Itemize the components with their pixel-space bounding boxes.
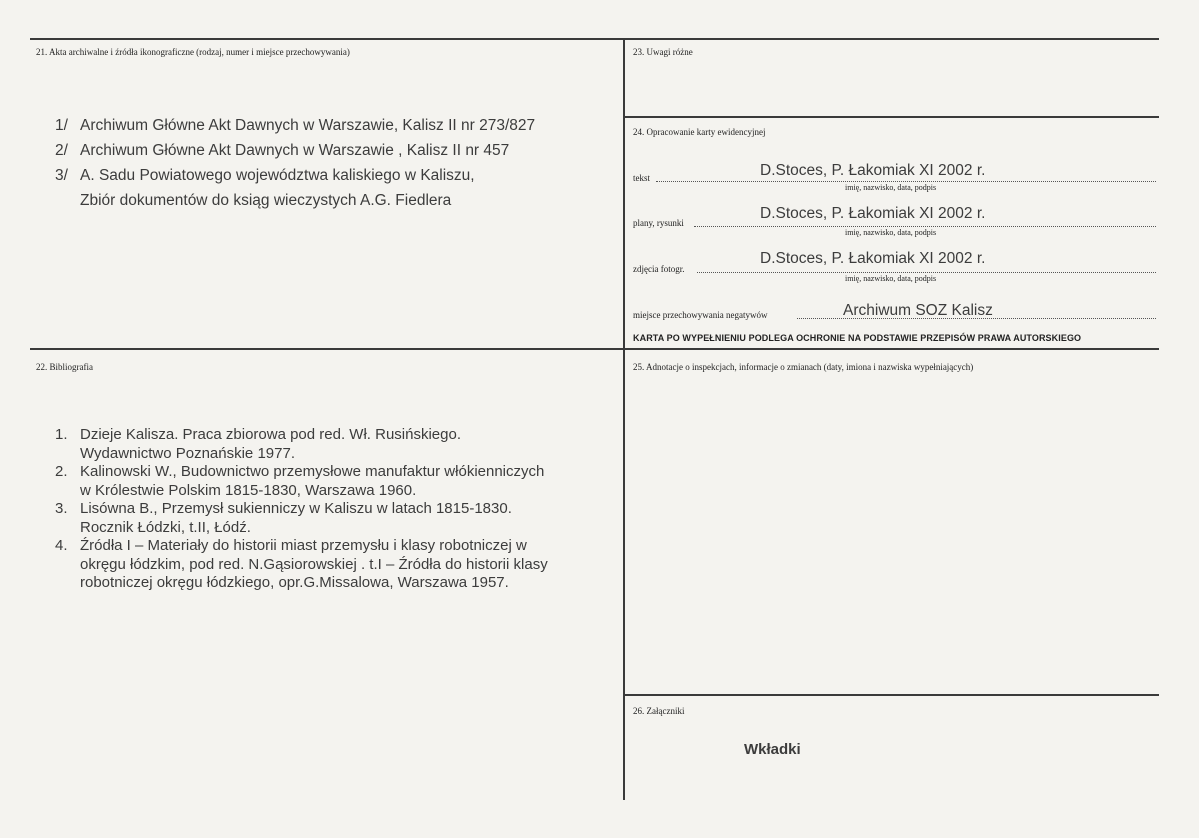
bibliography-item-number: 3. — [55, 500, 68, 517]
tekst-dotted-line — [656, 181, 1156, 182]
bibliography-line: w Królestwie Polskim 1815-1830, Warszawa 1960. — [80, 481, 417, 499]
section-26-label: 26. Załączniki — [633, 706, 685, 716]
plany-dotted-line — [694, 226, 1156, 227]
bibliography-line: Wydawnictwo Poznańskie 1977. — [80, 444, 295, 462]
bibliography-line: Dzieje Kalisza. Praca zbiorowa pod red. Wł. Rusińskiego. — [80, 426, 461, 443]
middle-border — [30, 348, 1159, 350]
bibliography-line: Kalinowski W., Budownictwo przemysłowe manufaktur włókienniczych — [80, 463, 545, 480]
bibliography-item — [55, 537, 548, 593]
divider-23-24 — [624, 116, 1159, 118]
bibliography-line: Lisówna B., Przemysł sukienniczy w Kaliszu w latach 1815-1830. — [80, 500, 512, 517]
zdjecia-label: zdjęcia fotogr. — [633, 264, 685, 274]
divider-25-26 — [624, 694, 1159, 696]
archive-item-number: 3/ — [55, 167, 68, 184]
archive-item-text: Archiwum Główne Akt Dawnych w Warszawie, Kalisz II nr 273/827 — [80, 117, 536, 134]
bibliography-list — [55, 426, 548, 593]
zdjecia-caption: imię, nazwisko, data, podpis — [845, 274, 937, 283]
archive-item-number: 2/ — [55, 142, 68, 159]
archive-item-text: Zbiór dokumentów do ksiąg wieczystych A.G. Fiedlera — [80, 192, 452, 209]
section-24-label: 24. Opracowanie karty ewidencyjnej — [633, 127, 766, 137]
bibliography-line: robotniczej okręgu łódzkiego, opr.G.Missalowa, Warszawa 1957. — [80, 574, 509, 591]
zdjecia-value: D.Stoces, P. Łakomiak XI 2002 r. — [760, 250, 986, 267]
bibliography-item — [55, 463, 548, 500]
plany-value: D.Stoces, P. Łakomiak XI 2002 r. — [760, 205, 986, 222]
bibliography-line: Rocznik Łódzki, t.II, Łódź. — [80, 518, 251, 536]
bibliography-item — [55, 500, 548, 537]
center-divider — [623, 38, 625, 800]
tekst-label: tekst — [633, 173, 650, 183]
archive-item — [55, 113, 535, 138]
bibliography-item-number: 2. — [55, 463, 68, 480]
bibliography-item-number: 1. — [55, 426, 68, 443]
section-22-label: 22. Bibliografia — [36, 362, 93, 372]
archive-item-text: A. Sadu Powiatowego województwa kaliskiego w Kaliszu, — [80, 167, 475, 184]
negatywy-value: Archiwum SOZ Kalisz — [843, 302, 993, 319]
archive-item-text: Archiwum Główne Akt Dawnych w Warszawie , Kalisz II nr 457 — [80, 142, 510, 159]
plany-caption: imię, nazwisko, data, podpis — [845, 228, 937, 237]
section-25-label: 25. Adnotacje o inspekcjach, informacje o zmianach (daty, imiona i nazwiska wypełniających) — [633, 362, 974, 372]
tekst-caption: imię, nazwisko, data, podpis — [845, 183, 937, 192]
archive-item-number — [55, 188, 80, 213]
archive-item — [55, 138, 535, 163]
section-23-label: 23. Uwagi różne — [633, 47, 693, 57]
bibliography-line: Źródła I – Materiały do historii miast przemysłu i klasy robotniczej w — [80, 537, 527, 554]
copyright-notice: KARTA PO WYPEŁNIENIU PODLEGA OCHRONIE NA PODSTAWIE PRZEPISÓW PRAWA AUTORSKIEGO — [633, 333, 1082, 343]
archive-item — [55, 163, 535, 188]
bibliography-item — [55, 426, 548, 463]
plany-label: plany, rysunki — [633, 218, 684, 228]
bibliography-line: okręgu łódzkim, pod red. N.Gąsiorowskiej . t.I – Źródła do historii klasy — [80, 555, 548, 573]
bibliography-item-number: 4. — [55, 537, 68, 554]
attachments-value: Wkładki — [744, 741, 801, 758]
archive-list — [55, 113, 535, 213]
top-border — [30, 38, 1159, 40]
section-21-label: 21. Akta archiwalne i źródła ikonograficzne (rodzaj, numer i miejsce przechowywania) — [36, 47, 350, 57]
zdjecia-dotted-line — [697, 272, 1156, 273]
negatywy-label: miejsce przechowywania negatywów — [633, 310, 768, 320]
archive-item-number: 1/ — [55, 117, 68, 134]
archive-item — [55, 188, 535, 213]
tekst-value: D.Stoces, P. Łakomiak XI 2002 r. — [760, 162, 986, 179]
